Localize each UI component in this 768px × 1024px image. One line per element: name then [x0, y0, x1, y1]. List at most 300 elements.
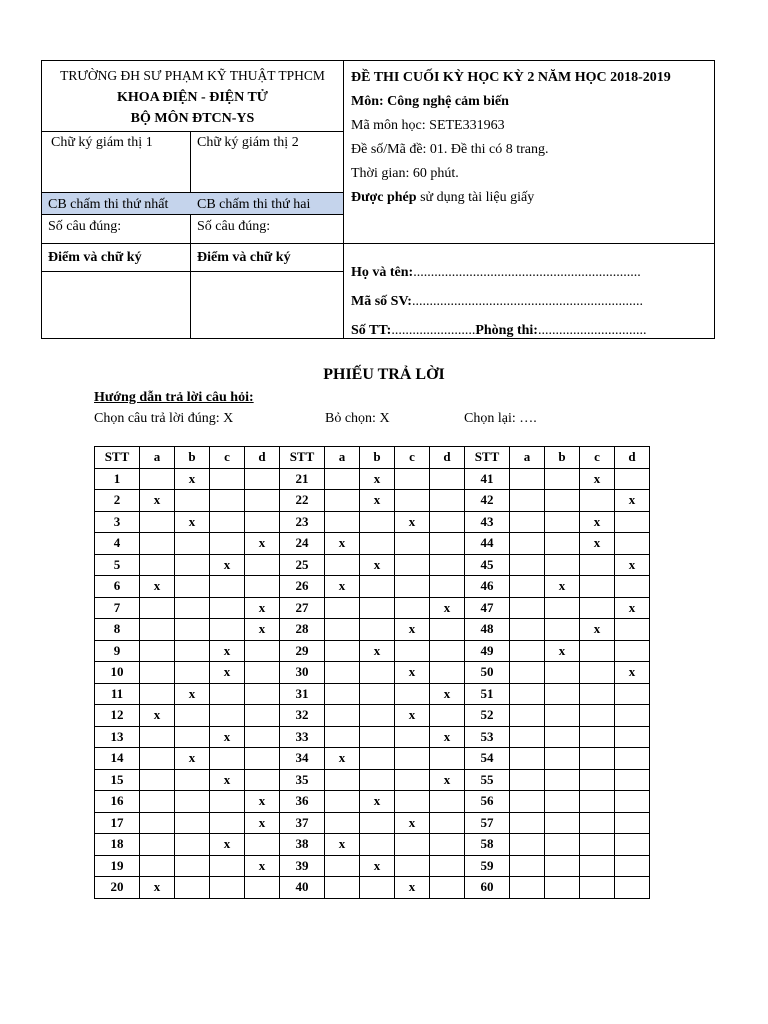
question-number: 9 [95, 640, 140, 662]
answer-cell[interactable] [210, 533, 245, 555]
answer-cell[interactable] [140, 468, 175, 490]
answer-cell[interactable] [430, 748, 465, 770]
answer-cell[interactable] [430, 791, 465, 813]
answer-cell[interactable]: x [395, 705, 430, 727]
answer-cell[interactable] [615, 511, 650, 533]
question-number: 2 [95, 490, 140, 512]
answer-cell[interactable] [430, 877, 465, 899]
answer-cell[interactable] [210, 468, 245, 490]
answer-cell[interactable] [325, 554, 360, 576]
answer-cell[interactable] [395, 769, 430, 791]
answer-cell[interactable] [395, 748, 430, 770]
answer-cell[interactable]: x [210, 726, 245, 748]
answer-cell[interactable] [430, 705, 465, 727]
answer-cell[interactable] [175, 554, 210, 576]
column-header-d: d [430, 447, 465, 469]
answer-cell[interactable] [245, 877, 280, 899]
answer-cell[interactable] [580, 640, 615, 662]
answer-cell[interactable] [430, 554, 465, 576]
answer-cell[interactable]: x [615, 554, 650, 576]
answer-cell[interactable] [395, 834, 430, 856]
column-header-b: b [360, 447, 395, 469]
answer-cell[interactable] [360, 619, 395, 641]
answer-cell[interactable]: x [245, 597, 280, 619]
answer-cell[interactable]: x [615, 597, 650, 619]
answer-cell[interactable] [175, 662, 210, 684]
answer-cell[interactable] [175, 877, 210, 899]
answer-cell[interactable] [510, 490, 545, 512]
answer-cell[interactable] [510, 855, 545, 877]
answer-cell[interactable]: x [360, 640, 395, 662]
question-number: 35 [280, 769, 325, 791]
answer-cell[interactable] [430, 640, 465, 662]
answer-cell[interactable] [360, 576, 395, 598]
answer-cell[interactable] [615, 726, 650, 748]
answer-cell[interactable] [140, 511, 175, 533]
answer-cell[interactable] [430, 662, 465, 684]
question-number: 50 [465, 662, 510, 684]
answer-cell[interactable] [175, 726, 210, 748]
answer-cell[interactable] [615, 855, 650, 877]
answer-cell[interactable] [430, 834, 465, 856]
answer-cell[interactable] [510, 726, 545, 748]
answer-cell[interactable]: x [360, 468, 395, 490]
answer-cell[interactable] [510, 468, 545, 490]
faculty-name: KHOA ĐIỆN - ĐIỆN TỬ [117, 90, 268, 105]
answer-cell[interactable] [510, 662, 545, 684]
answer-cell[interactable] [580, 877, 615, 899]
answer-cell[interactable] [615, 877, 650, 899]
answer-cell[interactable] [210, 597, 245, 619]
question-number: 18 [95, 834, 140, 856]
table-row [95, 597, 650, 619]
answer-cell[interactable] [175, 791, 210, 813]
answer-cell[interactable] [545, 490, 580, 512]
answer-cell[interactable] [245, 554, 280, 576]
answer-cell[interactable] [580, 683, 615, 705]
seat-room-field[interactable] [351, 323, 646, 339]
answer-cell[interactable]: x [615, 662, 650, 684]
answer-cell[interactable] [360, 533, 395, 555]
answer-cell[interactable] [395, 855, 430, 877]
answer-cell[interactable] [175, 812, 210, 834]
answer-cell[interactable] [210, 877, 245, 899]
answer-cell[interactable] [140, 769, 175, 791]
score1-label: Điểm và chữ ký [48, 250, 142, 265]
question-number: 33 [280, 726, 325, 748]
answer-cell[interactable] [615, 576, 650, 598]
department-name: BỘ MÔN ĐTCN-YS [130, 111, 255, 126]
answer-cell[interactable] [325, 640, 360, 662]
answer-cell[interactable] [510, 769, 545, 791]
question-number: 8 [95, 619, 140, 641]
answer-cell[interactable] [325, 683, 360, 705]
answer-cell[interactable] [430, 468, 465, 490]
answer-cell[interactable] [245, 769, 280, 791]
answer-cell[interactable] [395, 791, 430, 813]
answer-cell[interactable] [580, 597, 615, 619]
question-number: 17 [95, 812, 140, 834]
answer-cell[interactable] [175, 640, 210, 662]
answer-cell[interactable] [140, 748, 175, 770]
table-row [95, 769, 650, 791]
answer-cell[interactable] [140, 640, 175, 662]
answer-cell[interactable]: x [360, 490, 395, 512]
answer-cell[interactable] [510, 533, 545, 555]
column-header-c: c [395, 447, 430, 469]
answer-cell[interactable]: x [395, 619, 430, 641]
answer-cell[interactable] [430, 490, 465, 512]
answer-cell[interactable] [510, 554, 545, 576]
answer-cell[interactable]: x [175, 683, 210, 705]
answer-cell[interactable] [210, 511, 245, 533]
answer-cell[interactable] [175, 576, 210, 598]
question-number: 38 [280, 834, 325, 856]
answer-cell[interactable] [325, 597, 360, 619]
answer-cell[interactable] [210, 576, 245, 598]
answer-cell[interactable] [360, 726, 395, 748]
question-number: 53 [465, 726, 510, 748]
answer-cell[interactable] [545, 554, 580, 576]
answer-cell[interactable] [580, 855, 615, 877]
answer-cell[interactable] [545, 748, 580, 770]
answer-cell[interactable] [360, 812, 395, 834]
answer-cell[interactable] [580, 705, 615, 727]
answer-cell[interactable] [430, 533, 465, 555]
answer-cell[interactable] [545, 683, 580, 705]
answer-cell[interactable] [175, 597, 210, 619]
answer-cell[interactable]: x [615, 490, 650, 512]
answer-cell[interactable] [545, 769, 580, 791]
answer-cell[interactable] [510, 812, 545, 834]
answer-cell[interactable] [360, 748, 395, 770]
answer-cell[interactable]: x [360, 855, 395, 877]
answer-cell[interactable] [140, 683, 175, 705]
question-number: 24 [280, 533, 325, 555]
answer-cell[interactable]: x [430, 726, 465, 748]
answer-cell[interactable] [510, 576, 545, 598]
table-row [95, 812, 650, 834]
answer-cell[interactable]: x [580, 619, 615, 641]
answer-cell[interactable]: x [140, 877, 175, 899]
exam-time: Thời gian: 60 phút. [351, 166, 459, 181]
answer-cell[interactable] [325, 662, 360, 684]
answer-cell[interactable]: x [140, 576, 175, 598]
answer-cell[interactable]: x [245, 619, 280, 641]
question-number: 48 [465, 619, 510, 641]
answer-cell[interactable] [325, 705, 360, 727]
answer-cell[interactable] [140, 726, 175, 748]
question-number: 51 [465, 683, 510, 705]
course-code: Mã môn học: SETE331963 [351, 118, 505, 133]
answer-cell[interactable]: x [325, 533, 360, 555]
answer-cell[interactable]: x [325, 748, 360, 770]
school-name: TRƯỜNG ĐH SƯ PHẠM KỸ THUẬT TPHCM [60, 68, 325, 83]
question-number: 43 [465, 511, 510, 533]
answer-cell[interactable] [175, 855, 210, 877]
answer-cell[interactable]: x [210, 640, 245, 662]
answer-cell[interactable] [510, 877, 545, 899]
answer-cell[interactable]: x [245, 791, 280, 813]
answer-cell[interactable] [545, 726, 580, 748]
answer-cell[interactable] [210, 683, 245, 705]
answer-cell[interactable] [615, 468, 650, 490]
answer-cell[interactable]: x [430, 597, 465, 619]
answer-cell[interactable] [545, 597, 580, 619]
answer-cell[interactable] [395, 683, 430, 705]
answer-cell[interactable] [615, 791, 650, 813]
answer-cell[interactable] [325, 855, 360, 877]
answer-sheet-title: PHIẾU TRẢ LỜI [323, 366, 445, 383]
answer-cell[interactable] [245, 662, 280, 684]
answer-cell[interactable] [245, 683, 280, 705]
answer-cell[interactable] [360, 769, 395, 791]
question-number: 37 [280, 812, 325, 834]
answer-cell[interactable] [360, 511, 395, 533]
table-row [95, 683, 650, 705]
answer-cell[interactable]: x [580, 511, 615, 533]
answer-cell[interactable]: x [210, 834, 245, 856]
answer-cell[interactable] [360, 705, 395, 727]
question-number: 21 [280, 468, 325, 490]
question-number: 42 [465, 490, 510, 512]
answer-cell[interactable] [580, 576, 615, 598]
student-id-field[interactable] [351, 294, 643, 310]
answer-cell[interactable]: x [545, 640, 580, 662]
answer-cell[interactable] [615, 640, 650, 662]
answer-cell[interactable] [430, 576, 465, 598]
answer-cell[interactable] [360, 834, 395, 856]
table-row [95, 791, 650, 813]
answer-cell[interactable] [140, 834, 175, 856]
answer-cell[interactable] [140, 812, 175, 834]
room-label: Phòng thi: [475, 323, 538, 338]
answer-cell[interactable]: x [360, 554, 395, 576]
answer-cell[interactable]: x [395, 511, 430, 533]
answer-cell[interactable] [360, 877, 395, 899]
answer-cell[interactable]: x [175, 468, 210, 490]
answer-cell[interactable] [580, 554, 615, 576]
answer-cell[interactable] [430, 855, 465, 877]
answer-cell[interactable] [325, 769, 360, 791]
answer-cell[interactable] [210, 791, 245, 813]
answer-cell[interactable] [510, 511, 545, 533]
column-header-stt: STT [95, 447, 140, 469]
answer-cell[interactable] [395, 576, 430, 598]
answer-cell[interactable]: x [580, 533, 615, 555]
answer-cell[interactable] [615, 619, 650, 641]
answer-cell[interactable] [395, 533, 430, 555]
answer-cell[interactable] [430, 812, 465, 834]
answer-cell[interactable] [395, 554, 430, 576]
answer-cell[interactable] [430, 619, 465, 641]
answer-cell[interactable] [580, 490, 615, 512]
answer-cell[interactable] [140, 619, 175, 641]
answer-cell[interactable] [210, 705, 245, 727]
answer-cell[interactable]: x [430, 769, 465, 791]
answer-cell[interactable] [580, 791, 615, 813]
answer-cell[interactable]: x [395, 662, 430, 684]
answer-cell[interactable] [175, 533, 210, 555]
correct-count2-label: Số câu đúng: [197, 219, 271, 234]
answer-cell[interactable] [245, 468, 280, 490]
answer-cell[interactable] [615, 748, 650, 770]
answer-cell[interactable] [615, 769, 650, 791]
answer-cell[interactable]: x [210, 769, 245, 791]
answer-cell[interactable] [175, 619, 210, 641]
instructions-heading: Hướng dẫn trả lời câu hỏi: [94, 390, 254, 405]
answer-cell[interactable] [140, 533, 175, 555]
answer-cell[interactable] [615, 812, 650, 834]
answer-cell[interactable] [510, 791, 545, 813]
answer-cell[interactable] [325, 511, 360, 533]
answer-cell[interactable] [210, 855, 245, 877]
answer-cell[interactable] [245, 640, 280, 662]
student-id-label: Mã số SV: [351, 294, 412, 309]
answer-cell[interactable]: x [545, 576, 580, 598]
answer-cell[interactable]: x [430, 683, 465, 705]
answer-cell[interactable] [325, 812, 360, 834]
answer-cell[interactable] [545, 791, 580, 813]
question-number: 45 [465, 554, 510, 576]
answer-cell[interactable]: x [140, 705, 175, 727]
table-row [95, 748, 650, 770]
answer-cell[interactable] [140, 554, 175, 576]
answer-cell[interactable]: x [580, 468, 615, 490]
answer-cell[interactable] [545, 662, 580, 684]
answer-cell[interactable] [140, 662, 175, 684]
answer-cell[interactable] [360, 662, 395, 684]
answer-cell[interactable] [545, 812, 580, 834]
answer-cell[interactable] [245, 834, 280, 856]
answer-cell[interactable]: x [325, 576, 360, 598]
answer-cell[interactable] [545, 705, 580, 727]
answer-cell[interactable] [510, 597, 545, 619]
answer-cell[interactable] [210, 619, 245, 641]
answer-cell[interactable] [580, 812, 615, 834]
answer-cell[interactable] [395, 490, 430, 512]
answer-cell[interactable] [395, 640, 430, 662]
answer-cell[interactable]: x [245, 855, 280, 877]
answer-cell[interactable] [545, 511, 580, 533]
question-number: 52 [465, 705, 510, 727]
answer-cell[interactable] [245, 726, 280, 748]
answer-cell[interactable] [140, 597, 175, 619]
answer-cell[interactable] [615, 834, 650, 856]
answer-cell[interactable]: x [140, 490, 175, 512]
answer-cell[interactable] [175, 769, 210, 791]
answer-cell[interactable] [430, 511, 465, 533]
answer-cell[interactable] [140, 855, 175, 877]
answer-cell[interactable] [510, 619, 545, 641]
answer-cell[interactable] [325, 726, 360, 748]
student-name-field[interactable] [351, 265, 641, 281]
answer-cell[interactable]: x [325, 834, 360, 856]
answer-cell[interactable]: x [245, 533, 280, 555]
answer-cell[interactable] [360, 683, 395, 705]
answer-cell[interactable] [580, 662, 615, 684]
question-number: 29 [280, 640, 325, 662]
answer-cell[interactable] [580, 726, 615, 748]
answer-cell[interactable] [545, 855, 580, 877]
answer-cell[interactable] [245, 511, 280, 533]
question-number: 5 [95, 554, 140, 576]
answer-cell[interactable] [325, 490, 360, 512]
answer-cell[interactable]: x [360, 791, 395, 813]
answer-cell[interactable] [580, 834, 615, 856]
answer-cell[interactable] [325, 877, 360, 899]
answer-cell[interactable]: x [175, 748, 210, 770]
answer-cell[interactable] [175, 490, 210, 512]
answer-cell[interactable] [245, 576, 280, 598]
answer-cell[interactable] [175, 834, 210, 856]
question-number: 54 [465, 748, 510, 770]
answer-cell[interactable] [210, 490, 245, 512]
answer-cell[interactable] [615, 705, 650, 727]
question-number: 56 [465, 791, 510, 813]
answer-cell[interactable] [510, 640, 545, 662]
student-name-dots: ................................................................. [413, 265, 641, 280]
answer-cell[interactable] [545, 877, 580, 899]
table-row [95, 468, 650, 490]
answer-table [94, 446, 650, 899]
answer-cell[interactable] [245, 705, 280, 727]
answer-cell[interactable] [325, 619, 360, 641]
answer-cell[interactable] [580, 769, 615, 791]
answer-cell[interactable] [210, 748, 245, 770]
answer-cell[interactable] [140, 791, 175, 813]
answer-cell[interactable] [545, 834, 580, 856]
question-number: 15 [95, 769, 140, 791]
answer-cell[interactable] [245, 748, 280, 770]
answer-cell[interactable]: x [210, 662, 245, 684]
exam-title: ĐỀ THI CUỐI KỲ HỌC KỲ 2 NĂM HỌC 2018-2019 [351, 70, 671, 85]
answer-cell[interactable] [395, 597, 430, 619]
answer-cell[interactable] [545, 468, 580, 490]
subject-label: Môn: [351, 94, 384, 109]
answer-cell[interactable] [210, 812, 245, 834]
answer-cell[interactable] [325, 791, 360, 813]
answer-cell[interactable] [545, 533, 580, 555]
table-row [95, 705, 650, 727]
answer-cell[interactable] [395, 468, 430, 490]
answer-cell[interactable] [325, 468, 360, 490]
answer-cell[interactable] [510, 748, 545, 770]
answer-cell[interactable] [510, 683, 545, 705]
answer-cell[interactable] [580, 748, 615, 770]
answer-cell[interactable] [245, 490, 280, 512]
answer-cell[interactable]: x [395, 812, 430, 834]
answer-cell[interactable] [545, 619, 580, 641]
answer-cell[interactable]: x [210, 554, 245, 576]
answer-cell[interactable] [510, 834, 545, 856]
table-row [95, 726, 650, 748]
column-header-c: c [580, 447, 615, 469]
student-name-label: Họ và tên: [351, 265, 414, 280]
column-header-a: a [510, 447, 545, 469]
answer-cell[interactable] [395, 726, 430, 748]
answer-cell[interactable] [360, 597, 395, 619]
answer-cell[interactable] [175, 705, 210, 727]
answer-cell[interactable] [615, 533, 650, 555]
answer-cell[interactable] [510, 705, 545, 727]
answer-cell[interactable]: x [395, 877, 430, 899]
answer-cell[interactable]: x [175, 511, 210, 533]
column-header-d: d [615, 447, 650, 469]
answer-cell[interactable]: x [245, 812, 280, 834]
answer-cell[interactable] [615, 683, 650, 705]
rechoose-instruction: Chọn lại: …. [464, 411, 537, 426]
